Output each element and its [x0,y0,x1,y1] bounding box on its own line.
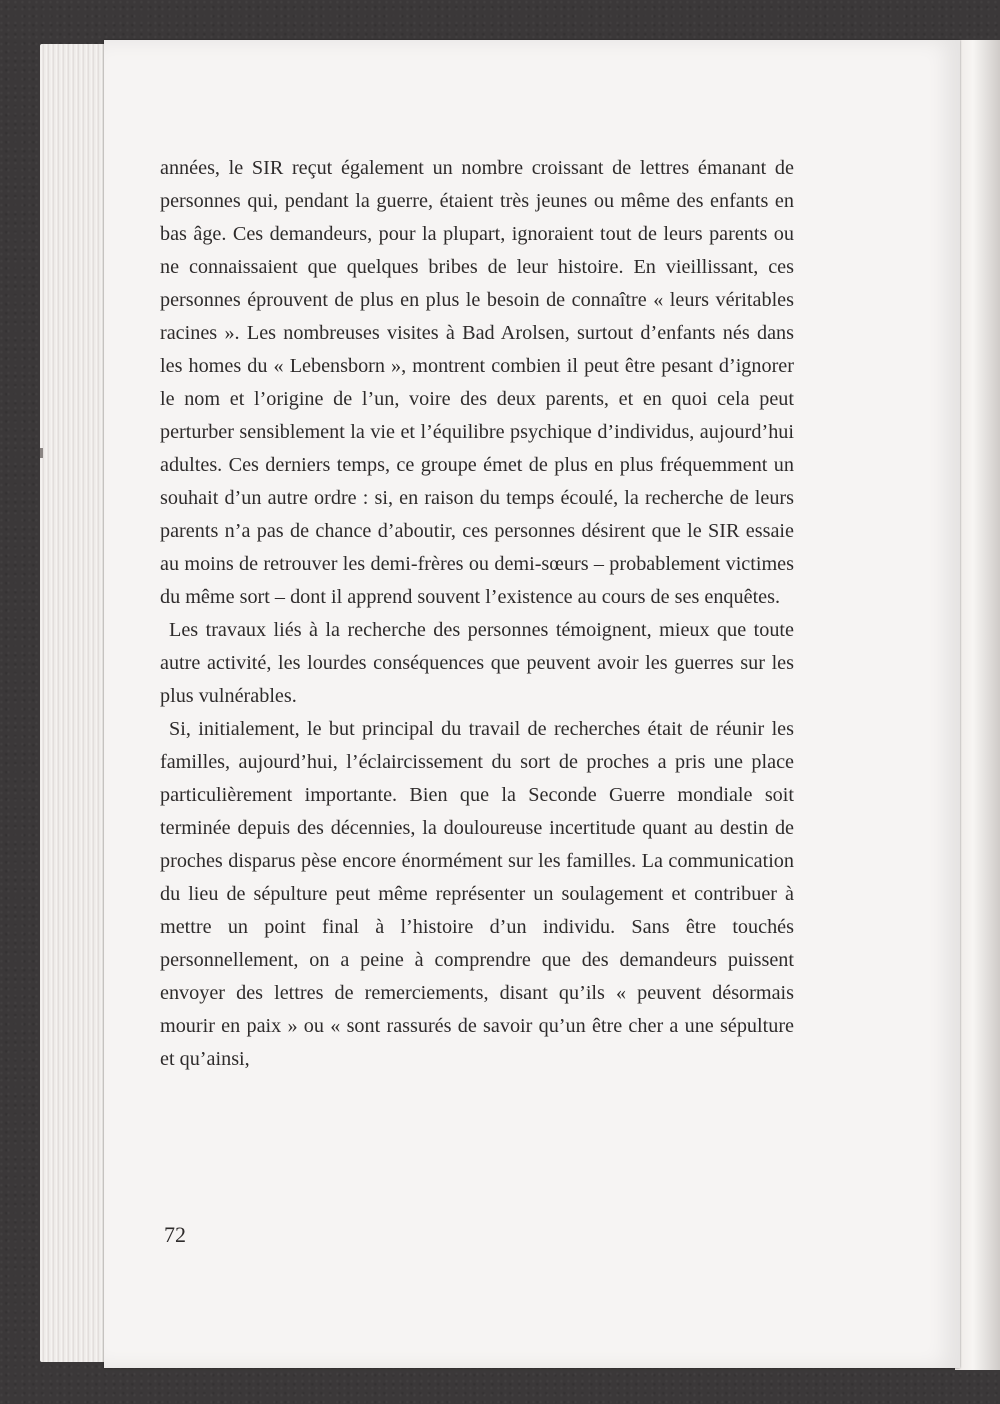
paragraph-1: années, le SIR reçut également un nombre croissant de lettres émanant de personnes qui, pendant la guerre, étaient très jeunes ou même des enfants en bas âge. Ces demandeurs, pour la plupart, ignoraient tout de leurs parents ou ne connaissaient que quelques bribes de leur histoire. En vieillissant, ces personnes éprouvent de plus en plus le besoin de connaître « leurs véritables racines ». Les nombreuses visites à Bad Arolsen, surtout d’enfants nés dans les homes du « Lebensborn », montrent combien il peut être pesant d’ignorer le nom et l’origine de l’un, voire des deux parents, et en quoi cela peut perturber sensiblement la vie et l’équilibre psychique d’individus, aujourd’hui adultes. Ces derniers temps, ce groupe émet de plus en plus fréquemment un souhait d’un autre ordre : si, en raison du temps écoulé, la recherche de leurs parents n’a pas de chance d’aboutir, ces personnes désirent que le SIR essaie au moins de retrouver les demi-frères ou demi-sœurs – probablement victimes du même sort – dont il apprend souvent l’existence au cours de ses enquêtes. [160,157,794,608]
paragraph-3: Si, initialement, le but principal du travail de recherches était de réunir les familles, aujourd’hui, l’éclaircissement du sort de proches a pris une place particulièrement importante. Bien que la Seconde Guerre mondiale soit terminée depuis des décennies, la douloureuse incertitude quant au destin de proches disparus pèse encore énormément sur les familles. La communication du lieu de sépulture peut même représenter un soulagement et contribuer à mettre un point final à l’histoire d’un individu. Sans être touchés personnellement, on a peine à comprendre que des demandeurs puissent envoyer des lettres de remerciements, disant qu’ils « peuvent désormais mourir en paix » ou « sont rassurés de savoir qu’un être cher a une sépulture et qu’ainsi, [160,718,794,1070]
gutter-mark [40,448,43,458]
page-number: 72 [164,1222,186,1247]
paragraph-2: Les travaux liés à la recherche des personnes témoignent, mieux que toute autre activité, les lourdes conséquences que peuvent avoir les guerres sur les plus vulnérables. [160,619,794,707]
body-text [160,152,794,1076]
next-page-edge [955,40,1000,1370]
